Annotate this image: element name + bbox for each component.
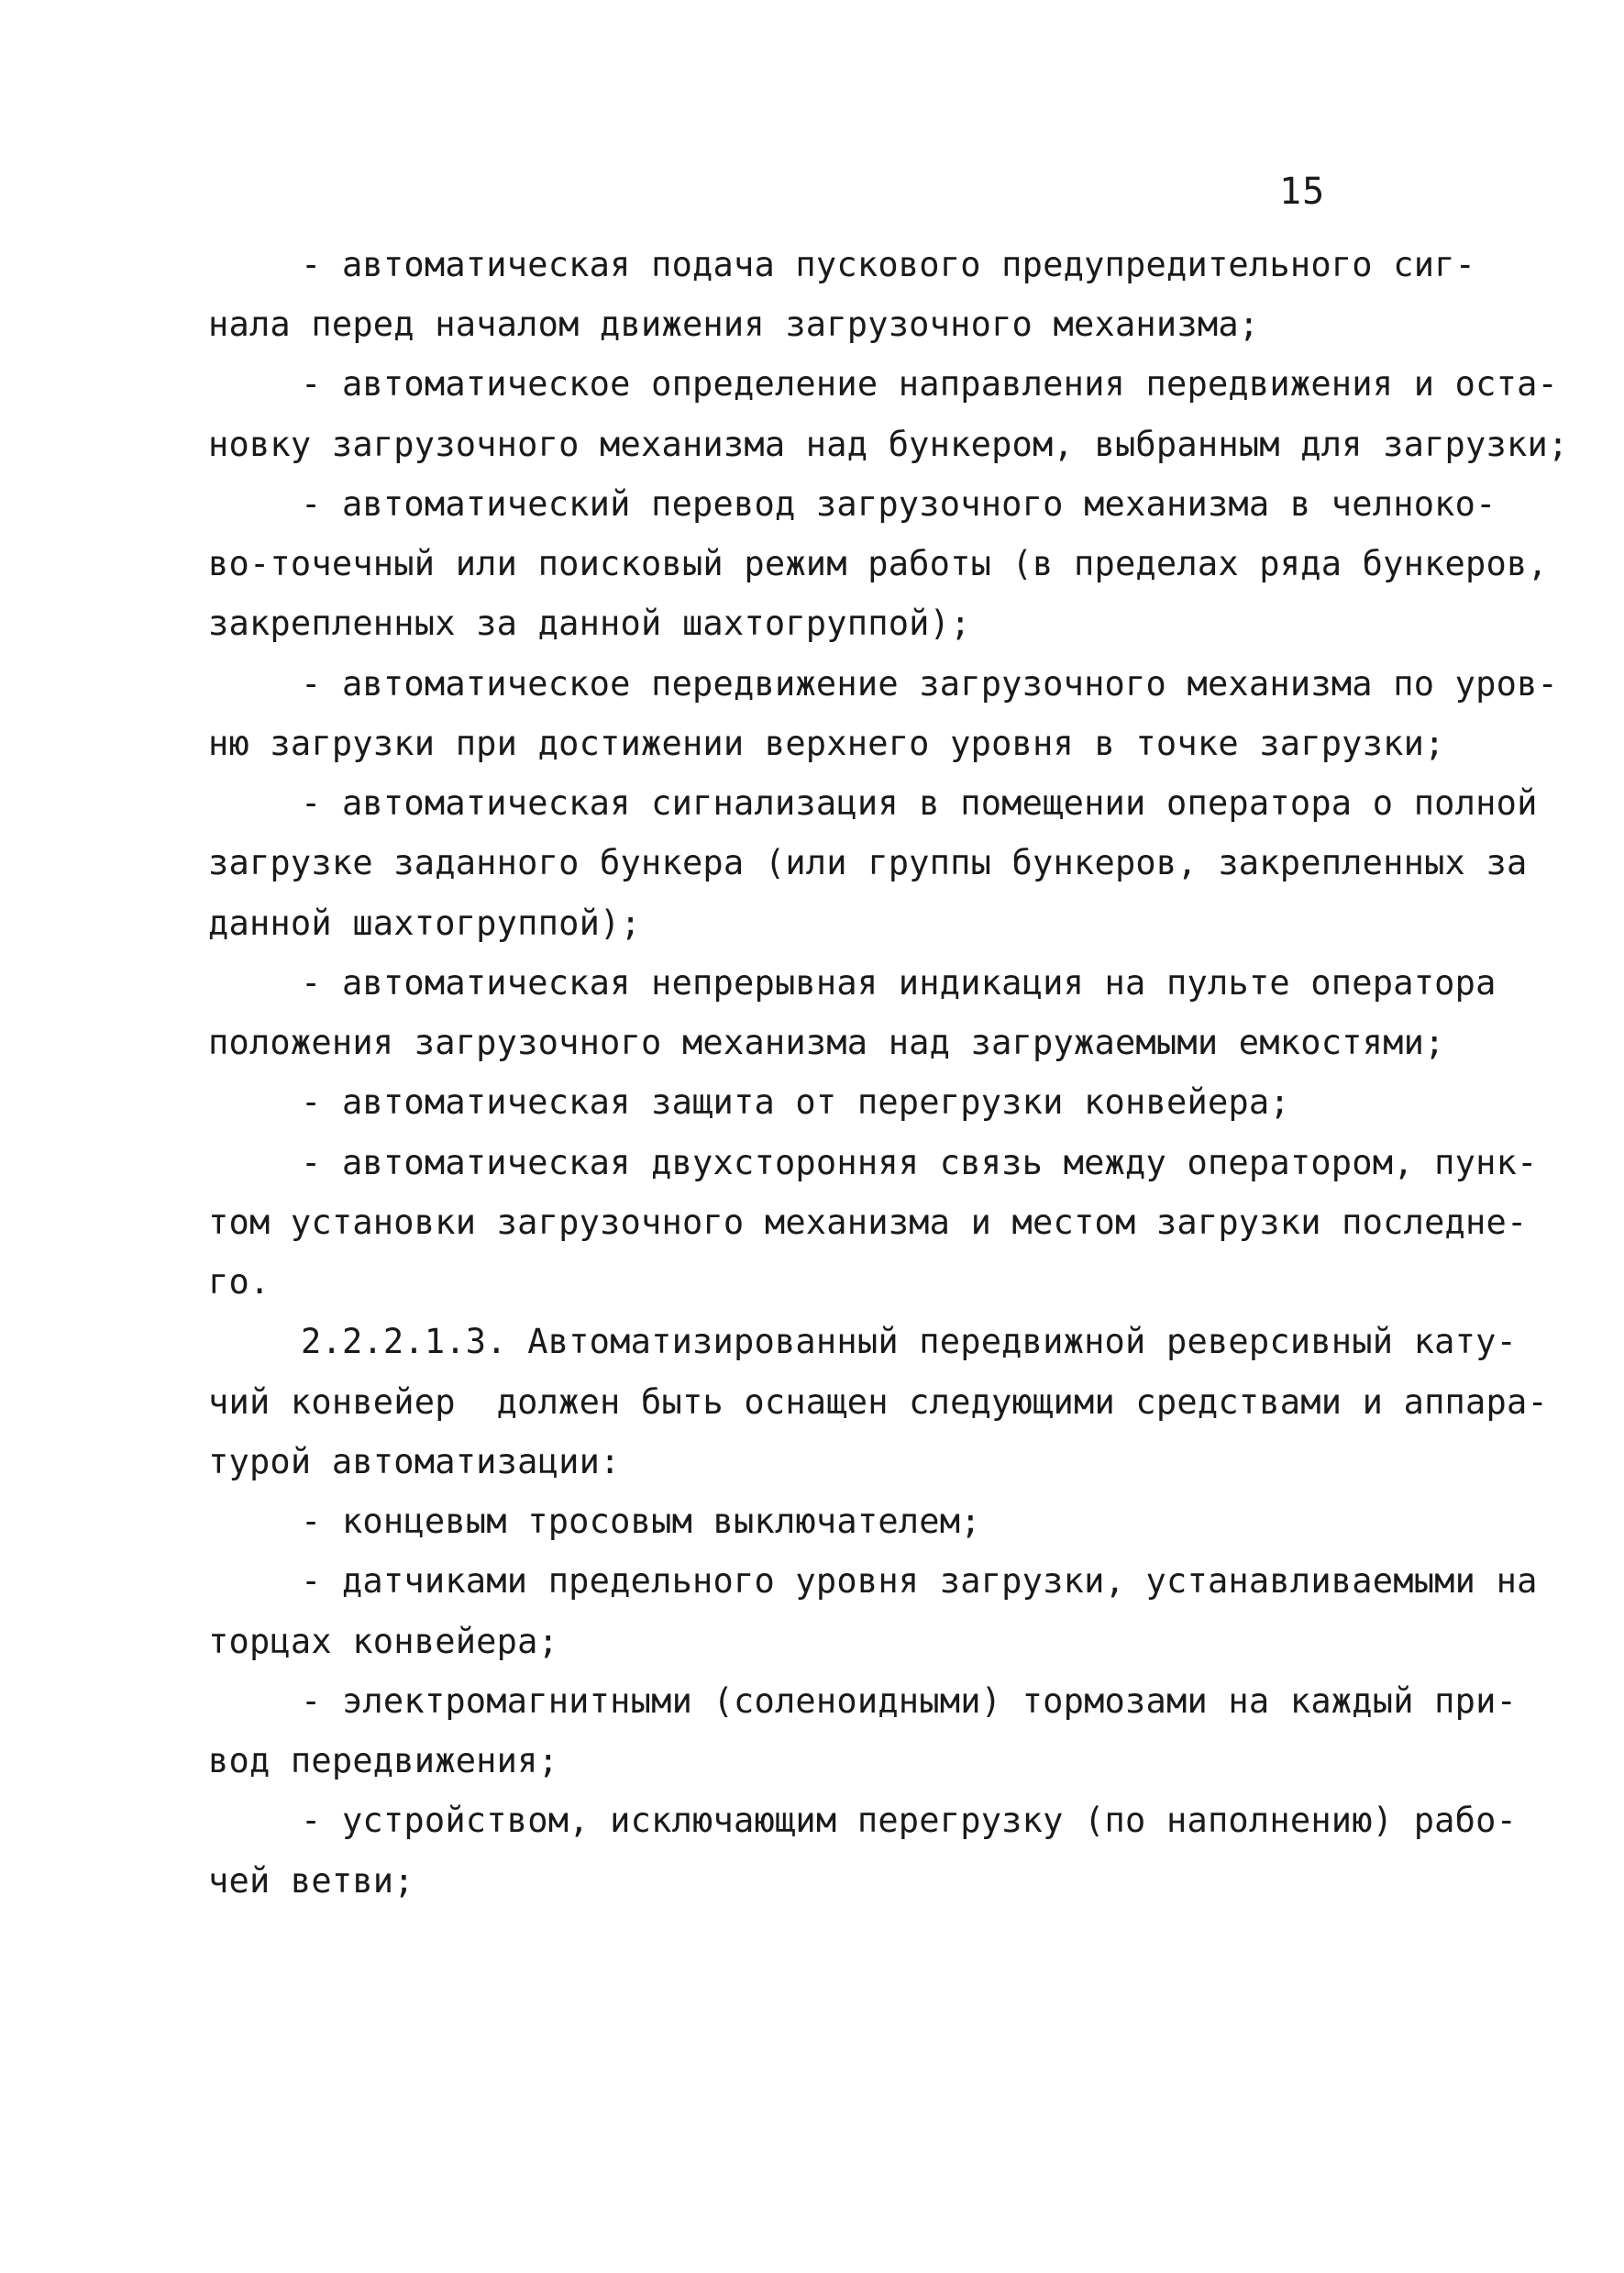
text-line: данной шахтогруппой); bbox=[208, 904, 641, 943]
text-line: новку загрузочного механизма над бункером, выбранным для загрузки; bbox=[208, 425, 1569, 464]
text-line: - автоматическая сигнализация в помещении оператора о полной bbox=[301, 783, 1538, 823]
text-line: во-точечный или поисковый режим работы (в пределах ряда бункеров, bbox=[208, 544, 1548, 583]
text-line: - концевым тросовым выключателем; bbox=[301, 1502, 981, 1541]
text-line: нала перед началом движения загрузочного механизма; bbox=[208, 305, 1260, 344]
text-line: чий конвейер должен быть оснащен следующими средствами и аппара- bbox=[208, 1382, 1548, 1422]
text-line: го. bbox=[208, 1262, 271, 1302]
text-line: 2.2.2.1.3. Автоматизированный передвижной реверсивный кату- bbox=[301, 1322, 1518, 1361]
text-line: чей ветви; bbox=[208, 1861, 414, 1901]
text-line: ню загрузки при достижении верхнего уровня в точке загрузки; bbox=[208, 724, 1445, 763]
text-line: вод передвижения; bbox=[208, 1741, 559, 1780]
text-line: торцах конвейера; bbox=[208, 1622, 559, 1661]
text-line: - автоматическая непрерывная индикация на пульте оператора bbox=[301, 963, 1497, 1003]
text-line: - автоматический перевод загрузочного механизма в челноко- bbox=[301, 484, 1497, 524]
text-line: закрепленных за данной шахтогруппой); bbox=[208, 604, 971, 643]
text-line: том установки загрузочного механизма и местом загрузки последне- bbox=[208, 1203, 1528, 1242]
text-line: - автоматическое определение направления передвижения и оста- bbox=[301, 364, 1559, 404]
text-line: - автоматическое передвижение загрузочного механизма по уров- bbox=[301, 664, 1559, 704]
text-line: - устройством, исключающим перегрузку (по наполнению) рабо- bbox=[301, 1801, 1518, 1840]
text-line: турой автоматизации: bbox=[208, 1442, 621, 1481]
text-line: - автоматическая двухсторонняя связь между оператором, пунк- bbox=[301, 1143, 1538, 1182]
text-line: - электромагнитными (соленоидными) тормозами на каждый при- bbox=[301, 1681, 1518, 1721]
text-line: загрузке заданного бункера (или группы бункеров, закрепленных за bbox=[208, 843, 1528, 882]
page-number: 15 bbox=[1279, 171, 1326, 213]
text-line: - автоматическая защита от перегрузки конвейера; bbox=[301, 1082, 1290, 1122]
text-line: положения загрузочного механизма над загружаемыми емкостями; bbox=[208, 1023, 1445, 1062]
text-line: - автоматическая подача пускового предупредительного сиг- bbox=[301, 245, 1476, 284]
text-line: - датчиками предельного уровня загрузки, устанавливаемыми на bbox=[301, 1561, 1538, 1601]
